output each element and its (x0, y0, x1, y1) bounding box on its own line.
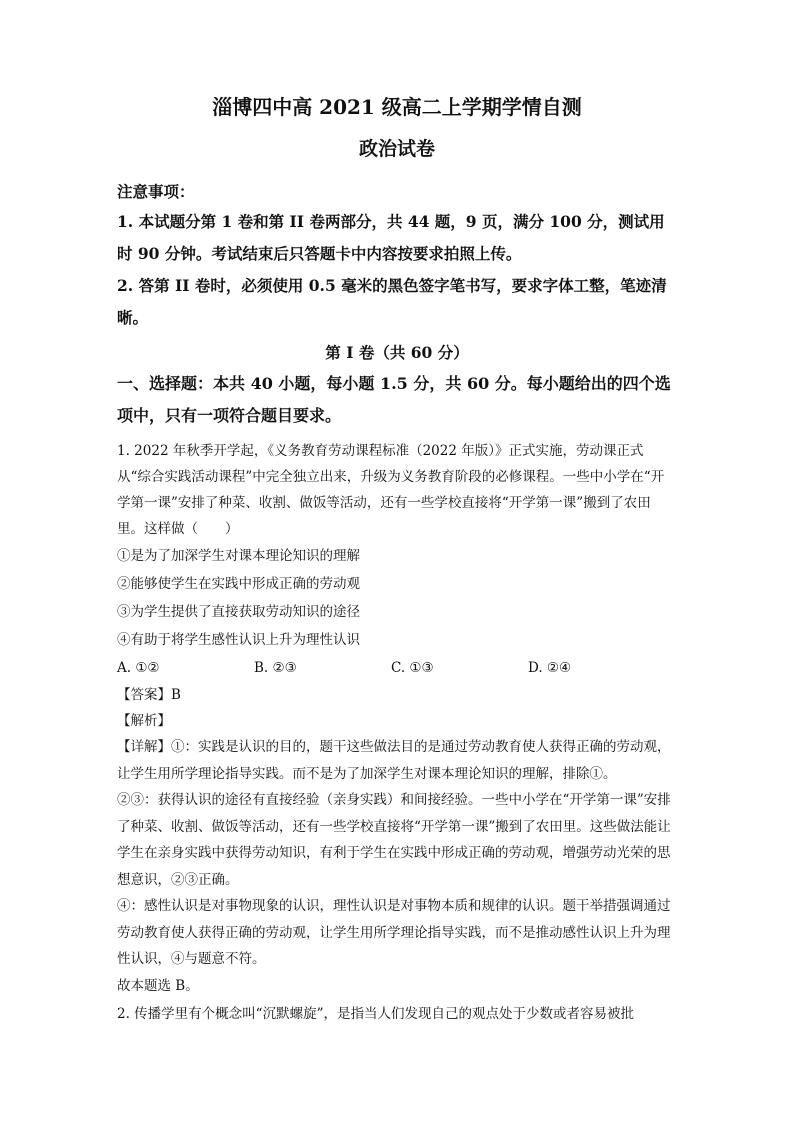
exam-subtitle: 政治试卷 (358, 138, 435, 160)
choice-d: D. ②④ (528, 660, 572, 676)
notice-heading: 注意事项： (117, 182, 195, 201)
analysis-conclusion: 故本题选 B。 (117, 977, 199, 994)
exam-title: 淄博四中高 2021 级高二上学期学情自测 (212, 95, 582, 119)
notice-item-2: 2. 答第 II 卷时，必须使用 0.5 毫米的黑色签字笔书写，要求字体工整，笔迹清晰。 (117, 276, 667, 327)
analysis-paragraph-2: ②③：获得认识的途径有直接经验（亲身实践）和间接经验。一些中小学在“开学第一课”安排了种菜、收割、做饭等活动，还有一些学校直接将“开学第一课”搬到了农田里。这些做法能让学生在亲身实践中获得劳动知识，有利于学生在实践中形成正确的劳动观，增强劳动光荣的思想意识，②③正确。 (117, 792, 671, 888)
question-1-stem: 1. 2022 年秋季开学起，《义务教育劳动课程标准（2022 年版）》正式实施，劳动课正式从“综合实践活动课程”中完全独立出来，升级为义务教育阶段的必修课程。一些中小学在“开学第一课”安排了种菜、收割、做饭等活动，还有一些学校直接将“开学第一课”搬到了农田里。这样做（ ） (117, 443, 665, 537)
exam-page (117, 92, 677, 1027)
analysis-heading: 【解析】 (117, 713, 171, 729)
statement-2: ②能够使学生在实践中形成正确的劳动观 (117, 576, 360, 592)
section-title: 第 I 卷（共 60 分） (325, 343, 469, 362)
choice-a: A. ①② (117, 660, 160, 676)
statement-1: ①是为了加深学生对课本理论知识的理解 (117, 548, 360, 564)
answer-label: 【答案】B (117, 687, 181, 703)
notice-item-1: 1. 本试题分第 1 卷和第 II 卷两部分，共 44 题，9 页，满分 100 分，测试用时 90 分钟。考试结束后只答题卡中内容按要求拍照上传。 (117, 212, 665, 263)
statement-3: ③为学生提供了直接获取劳动知识的途径 (117, 604, 360, 620)
analysis-paragraph-3: ④：感性认识是对事物现象的认识，理性认识是对事物本质和规律的认识。题干举措强调通过劳动教育使人获得正确的劳动观，让学生用所学理论指导实践，而不是推动感性认识上升为理性认识，④与题意不符。 (117, 898, 671, 967)
answer-choices (117, 654, 677, 682)
analysis-paragraph-1: 【详解】①：实践是认识的目的，题干这些做法目的是通过劳动教育使人获得正确的劳动观，让学生用所学理论指导实践。而不是为了加深学生对课本理论知识的理解，排除①。 (117, 739, 671, 782)
choice-c: C. ①③ (391, 660, 434, 676)
section-instructions: 一、选择题：本共 40 小题，每小题 1.5 分，共 60 分。每小题给出的四个选项中，只有一项符合题目要求。 (117, 374, 671, 425)
statement-4: ④有助于将学生感性认识上升为理性认识 (117, 632, 360, 648)
question-2-stem: 2. 传播学里有个概念叫“沉默螺旋”，是指当人们发现自己的观点处于少数或者容易被批 (117, 1006, 634, 1022)
choice-b: B. ②③ (254, 660, 297, 676)
